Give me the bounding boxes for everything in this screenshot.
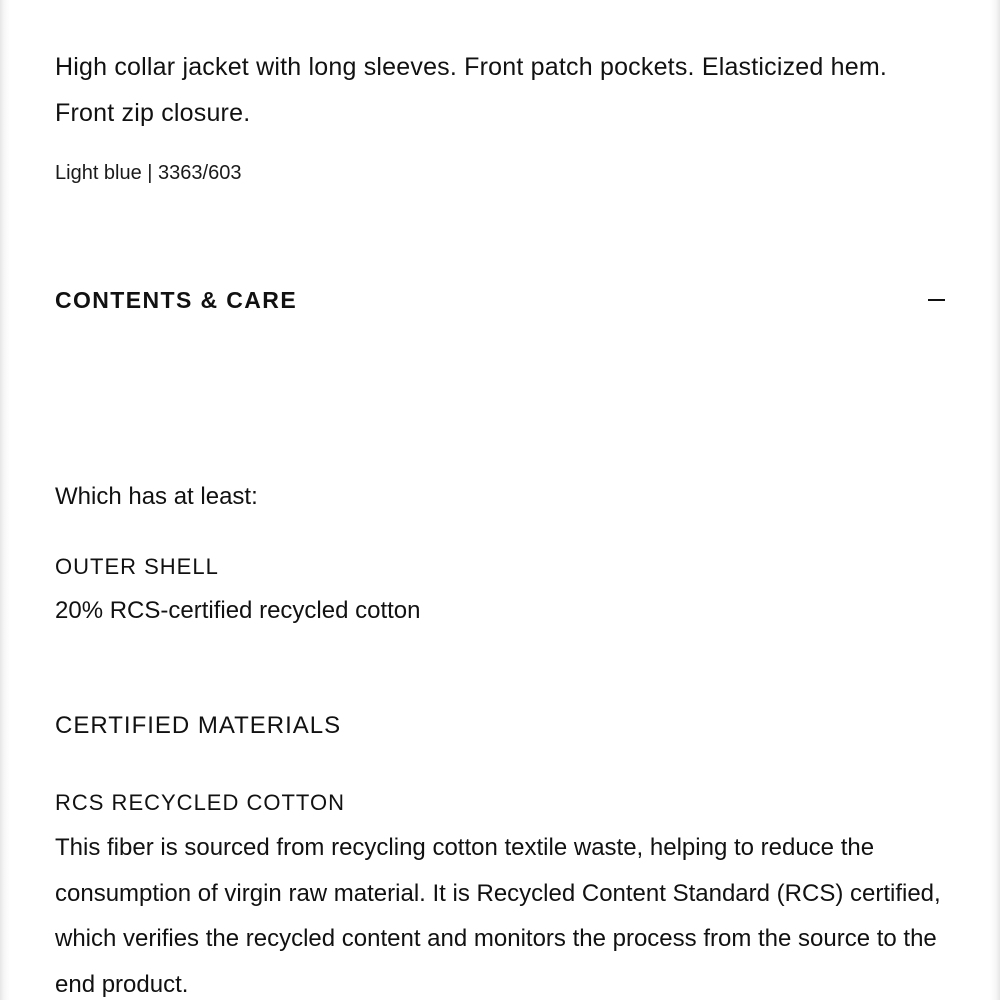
screen-edge-left [0,0,10,1000]
minus-icon[interactable] [927,291,945,309]
screen-edge-right [990,0,1000,1000]
certified-materials-heading: CERTIFIED MATERIALS [55,712,342,739]
color-reference: Light blue | 3363/603 [55,162,242,184]
certified-material-description: This fiber is sourced from recycling cotton textile waste, helping to reduce the consumption of virgin raw material. It is Recycled Content Standard (RCS) certified, which verifies the recycled content and monitors the process from the source to the end product. [55,834,941,998]
composition-intro: Which has at least: [55,483,258,510]
contents-care-accordion-header[interactable] [55,283,945,317]
certified-material-title: RCS RECYCLED COTTON [55,790,345,815]
composition-part-label: OUTER SHELL [55,554,219,579]
product-description: High collar jacket with long sleeves. Front patch pockets. Elasticized hem. Front zip closure. [55,53,888,127]
contents-care-title: CONTENTS & CARE [55,286,298,313]
composition-part-value: 20% RCS-certified recycled cotton [55,597,421,624]
